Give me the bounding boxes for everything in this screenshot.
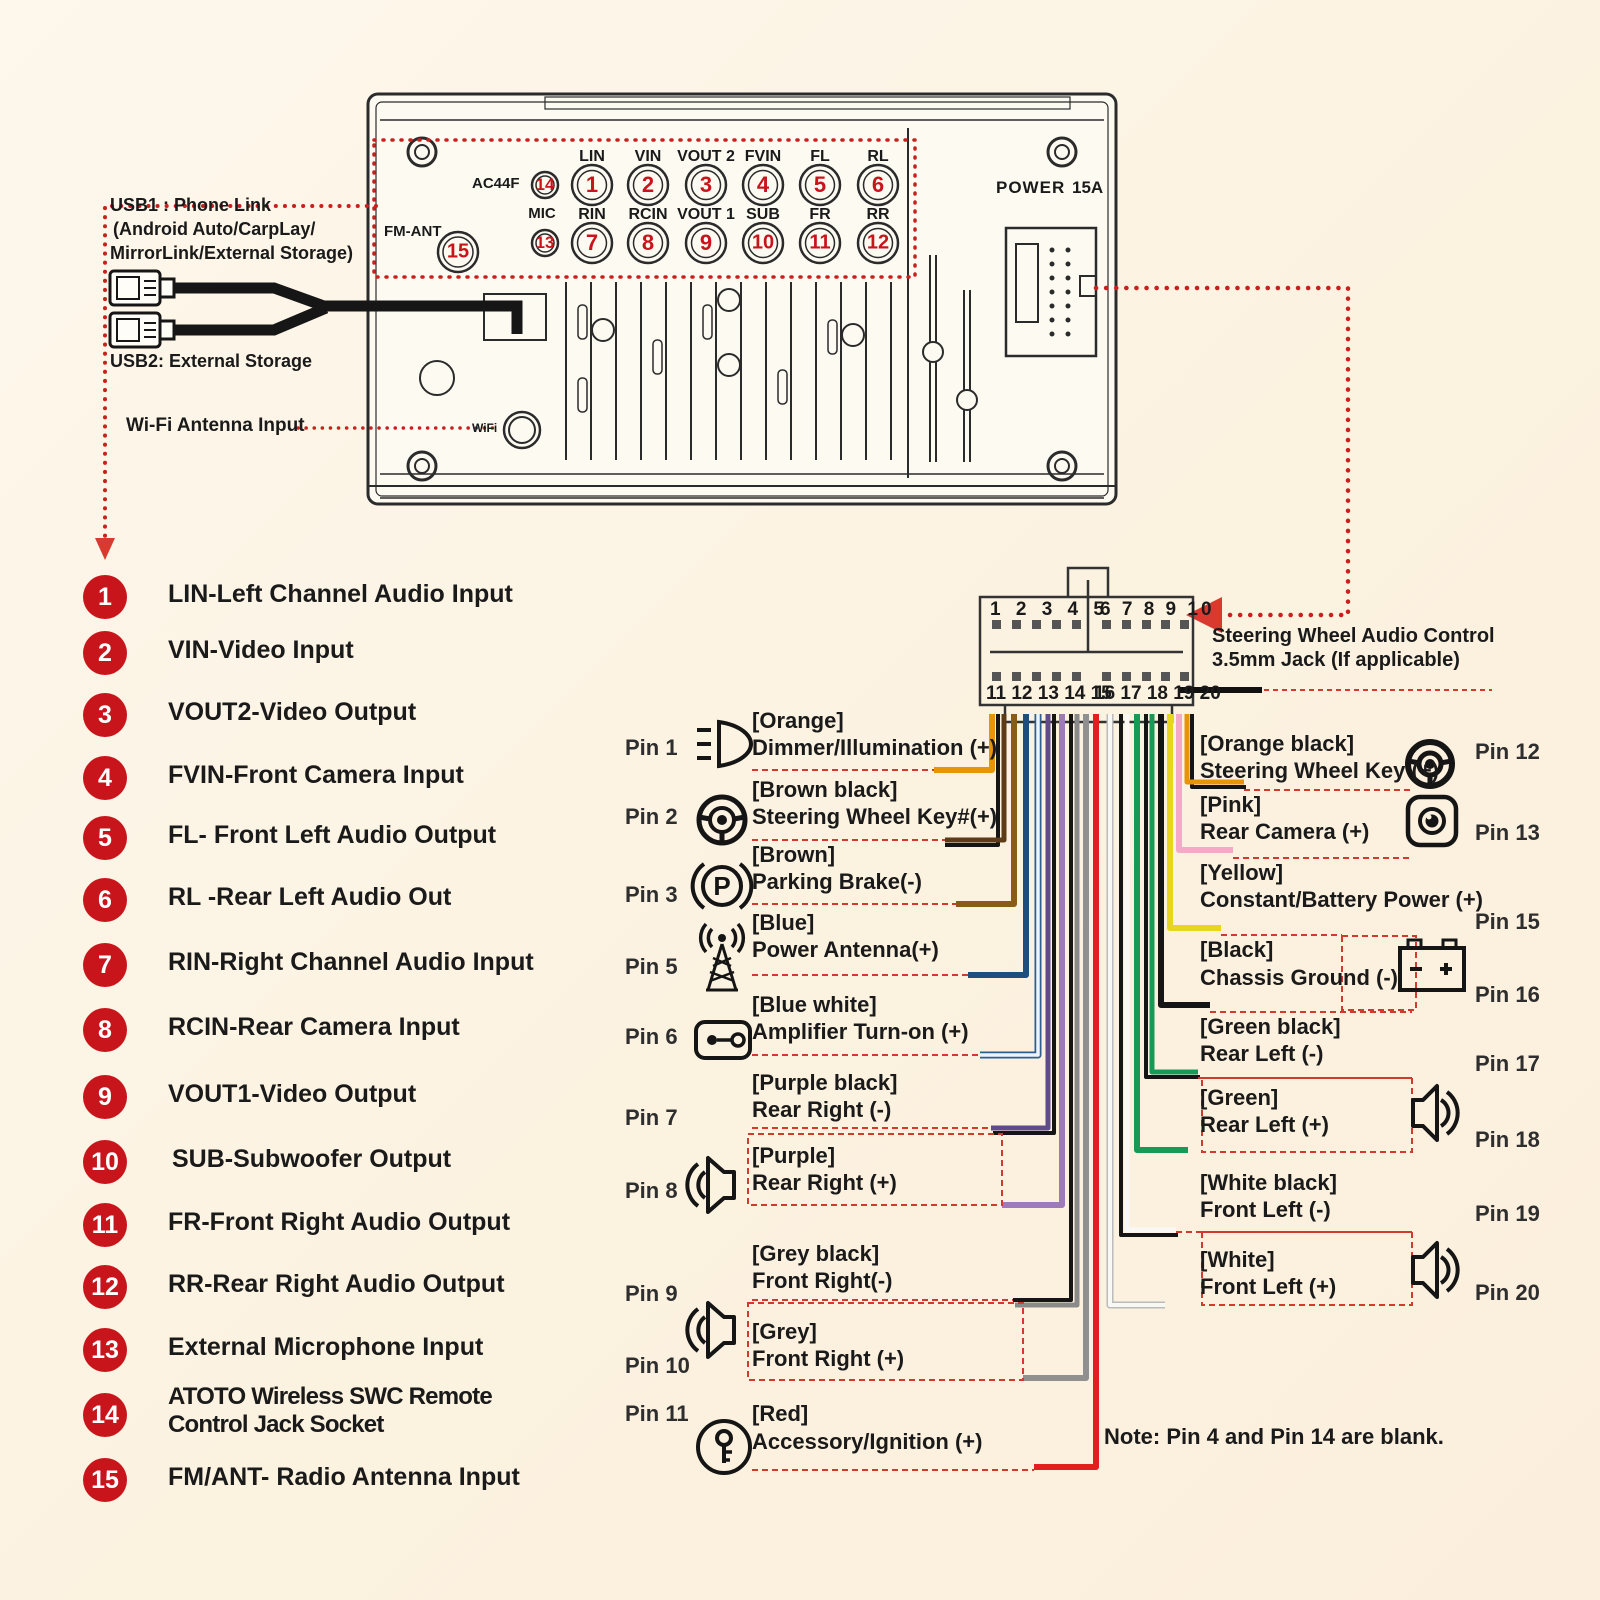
wire-func-label: Rear Right (-) <box>752 1097 892 1122</box>
jack-num: 12 <box>866 231 890 254</box>
fm-ant-label: FM-ANT <box>384 223 442 240</box>
wire-color-label: [Blue white] <box>752 992 877 1017</box>
jack-num: 4 <box>756 172 770 197</box>
legend-num: 9 <box>83 1075 127 1119</box>
head-unit-drawing <box>368 94 1116 504</box>
jack-label-vout2: VOUT 2 <box>677 148 735 165</box>
jack-label-lin: LIN <box>579 148 605 165</box>
swc-jack-label-line1: Steering Wheel Audio Control <box>1212 625 1495 647</box>
usb1-label-line2: (Android Auto/CarpLay/ <box>113 219 316 239</box>
legend-num: 13 <box>83 1328 127 1372</box>
legend-num: 11 <box>83 1203 127 1247</box>
pin-label: Pin 9 <box>625 1281 678 1306</box>
pin-label: Pin 10 <box>625 1353 690 1378</box>
wire-func-label: Steering Wheel Key#(+) <box>752 804 998 829</box>
ignition-key-icon <box>698 1421 750 1473</box>
jack-label-rr: RR <box>866 206 890 223</box>
wire-func-label: Rear Left (-) <box>1200 1041 1324 1066</box>
wire-func-label: Front Left (-) <box>1200 1197 1331 1222</box>
speaker-icon <box>687 1158 734 1212</box>
battery-icon <box>1400 940 1464 990</box>
wire-color-label: [Purple black] <box>752 1070 898 1095</box>
speaker-icon <box>1413 1243 1458 1297</box>
jack-label-sub: SUB <box>746 206 780 223</box>
steering-wheel-icon <box>699 797 745 843</box>
amplifier-icon <box>696 1022 750 1058</box>
legend-item: RR-Rear Right Audio Output <box>168 1270 505 1298</box>
ac44f-label: AC44F <box>472 175 520 192</box>
wire-color-label: [Grey black] <box>752 1241 880 1266</box>
legend-item: Control Jack Socket <box>168 1411 384 1438</box>
wire-blue-white <box>980 714 1038 1055</box>
svg-text:P: P <box>713 871 731 901</box>
wire-func-label: Power Antenna(+) <box>752 937 939 962</box>
legend-num: 3 <box>83 693 127 737</box>
legend-num: 14 <box>83 1393 127 1437</box>
wire-color-label: [Green black] <box>1200 1014 1341 1039</box>
wire-func-label: Constant/Battery Power (+) <box>1200 887 1483 912</box>
wire-func-label: Rear Left (+) <box>1200 1112 1329 1137</box>
wire-func-label: Parking Brake(-) <box>752 869 922 894</box>
legend-item: LIN-Left Channel Audio Input <box>168 580 513 608</box>
jack-num-swc: 14 <box>535 175 555 194</box>
jack-label-fl: FL <box>810 148 830 165</box>
jack-num: 9 <box>699 230 713 255</box>
swc-jack-label-line2: 3.5mm Jack (If applicable) <box>1212 649 1460 671</box>
connector-pins-16-20: 16 17 18 19 20 <box>1094 683 1221 704</box>
speaker-icon <box>687 1303 734 1357</box>
jack-label-vin: VIN <box>634 148 662 165</box>
wire-func-label: Front Right (+) <box>752 1346 905 1371</box>
connector-pins-1-5: 1 2 3 4 5 <box>990 599 1109 620</box>
wire-func-label: Front Left (+) <box>1200 1274 1337 1299</box>
jack-num: 1 <box>585 172 599 197</box>
wire-func-label: Rear Right (+) <box>752 1170 897 1195</box>
legend-item: VOUT2-Video Output <box>168 698 417 726</box>
pin-label: Pin 19 <box>1475 1201 1540 1226</box>
jack-label-rcin: RCIN <box>628 206 668 223</box>
blank-pins-note: Note: Pin 4 and Pin 14 are blank. <box>1104 1424 1444 1449</box>
power-label: POWER <box>996 178 1066 197</box>
legend-item: VIN-Video Input <box>168 636 354 664</box>
jack-label-rin: RIN <box>578 206 606 223</box>
jack-num-fm: 15 <box>446 240 470 263</box>
legend-num: 7 <box>83 943 127 987</box>
wire-color-label: [White] <box>1200 1247 1275 1272</box>
legend-item: RCIN-Rear Camera Input <box>168 1013 460 1041</box>
wifi-antenna-label: Wi-Fi Antenna Input <box>126 415 305 436</box>
pin-label: Pin 1 <box>625 735 678 760</box>
jack-num-mic: 13 <box>535 233 555 252</box>
speaker-icon <box>1413 1086 1458 1140</box>
pin-label: Pin 2 <box>625 804 678 829</box>
pin-label: Pin 6 <box>625 1024 678 1049</box>
wire-func-label: Rear Camera (+) <box>1200 819 1370 844</box>
wire-color-label: [Brown black] <box>752 777 898 802</box>
legend-item: RL -Rear Left Audio Out <box>168 883 452 911</box>
wire-color-label: [Purple] <box>752 1143 836 1168</box>
wire-func-label: Amplifier Turn-on (+) <box>752 1019 969 1044</box>
dimmer-icon <box>697 722 751 766</box>
legend-item: FM/ANT- Radio Antenna Input <box>168 1463 520 1491</box>
jack-label-rl: RL <box>867 148 889 165</box>
jack-num: 2 <box>641 172 655 197</box>
wire-color-label: [Red] <box>752 1401 809 1426</box>
legend-item: SUB-Subwoofer Output <box>172 1145 452 1173</box>
wire-color-label: [Orange black] <box>1200 731 1355 756</box>
pin-label: Pin 15 <box>1475 909 1540 934</box>
jack-num: 6 <box>871 172 885 197</box>
legend-item: FL- Front Left Audio Output <box>168 821 497 849</box>
pin-label: Pin 18 <box>1475 1127 1540 1152</box>
pin-label: Pin 20 <box>1475 1280 1540 1305</box>
arrow-down-icon <box>95 538 115 560</box>
legend-num: 6 <box>83 878 127 922</box>
jack-num: 8 <box>641 230 655 255</box>
wire-color-label: [Blue] <box>752 910 815 935</box>
usb2-label: USB2: External Storage <box>110 351 313 371</box>
usb1-label-line1: USB1 : Phone Link <box>110 195 272 215</box>
wire-color-label: [Yellow] <box>1200 860 1284 885</box>
legend-num: 2 <box>83 631 127 675</box>
wire-color-label: [White black] <box>1200 1170 1337 1195</box>
legend-num: 12 <box>83 1265 127 1309</box>
usb-plug-icon <box>110 271 174 305</box>
wifi-port-label: WiFi <box>472 421 498 435</box>
pin-label: Pin 16 <box>1475 982 1540 1007</box>
jack-label-fvin: FVIN <box>744 148 782 165</box>
pin-label: Pin 12 <box>1475 739 1540 764</box>
wire-func-label: Steering Wheel Key (+) <box>1200 758 1440 783</box>
wire-color-label: [Grey] <box>752 1319 817 1344</box>
legend-item: RIN-Right Channel Audio Input <box>168 948 534 976</box>
pin-label: Pin 7 <box>625 1105 678 1130</box>
jack-num: 5 <box>813 172 827 197</box>
jack-num: 7 <box>585 230 599 255</box>
pin-label: Pin 8 <box>625 1178 678 1203</box>
wire-color-label: [Green] <box>1200 1085 1279 1110</box>
wire-func-label: Dimmer/Illumination (+) <box>752 735 998 760</box>
wire-func-label: Front Right(-) <box>752 1268 893 1293</box>
legend-num: 1 <box>83 575 127 619</box>
jack-label-fr: FR <box>809 206 831 223</box>
wire-color-label: [Brown] <box>752 842 836 867</box>
power-antenna-icon <box>701 924 744 990</box>
legend-num: 8 <box>83 1008 127 1052</box>
legend-item: External Microphone Input <box>168 1333 484 1361</box>
legend-num: 5 <box>83 816 127 860</box>
connector-pins-6-10: 6 7 8 9 10 <box>1100 599 1215 620</box>
pin-label: Pin 17 <box>1475 1051 1540 1076</box>
rear-camera-icon <box>1408 797 1456 845</box>
pin-label: Pin 13 <box>1475 820 1540 845</box>
pin-label: Pin 5 <box>625 954 678 979</box>
jack-num: 3 <box>699 172 713 197</box>
usb1-label-line3: MirrorLink/External Storage) <box>110 243 354 263</box>
usb-plug-icon <box>110 313 174 347</box>
jack-num: 11 <box>809 231 831 254</box>
jack-num: 10 <box>751 231 775 254</box>
parking-brake-icon <box>693 864 752 908</box>
legend-num: 4 <box>83 756 127 800</box>
legend-item: ATOTO Wireless SWC Remote <box>168 1383 492 1410</box>
fuse-label: 15A <box>1072 178 1104 197</box>
pin-label: Pin 3 <box>625 882 678 907</box>
wire-color-label: [Black] <box>1200 937 1274 962</box>
wire-func-label: Accessory/Ignition (+) <box>752 1429 983 1454</box>
legend-item: VOUT1-Video Output <box>168 1080 417 1108</box>
legend-item: FVIN-Front Camera Input <box>168 761 464 789</box>
pin-label: Pin 11 <box>625 1401 689 1426</box>
connector-pins-11-15: 11 12 13 14 15 <box>986 683 1112 704</box>
mic-label: MIC <box>528 205 556 222</box>
legend-num: 10 <box>83 1140 127 1184</box>
legend-num: 15 <box>83 1458 127 1502</box>
wire-color-label: [Pink] <box>1200 792 1262 817</box>
wire-color-label: [Orange] <box>752 708 844 733</box>
wire-func-label: Chassis Ground (-) <box>1200 965 1399 990</box>
legend-item: FR-Front Right Audio Output <box>168 1208 511 1236</box>
jack-label-vout1: VOUT 1 <box>677 206 735 223</box>
